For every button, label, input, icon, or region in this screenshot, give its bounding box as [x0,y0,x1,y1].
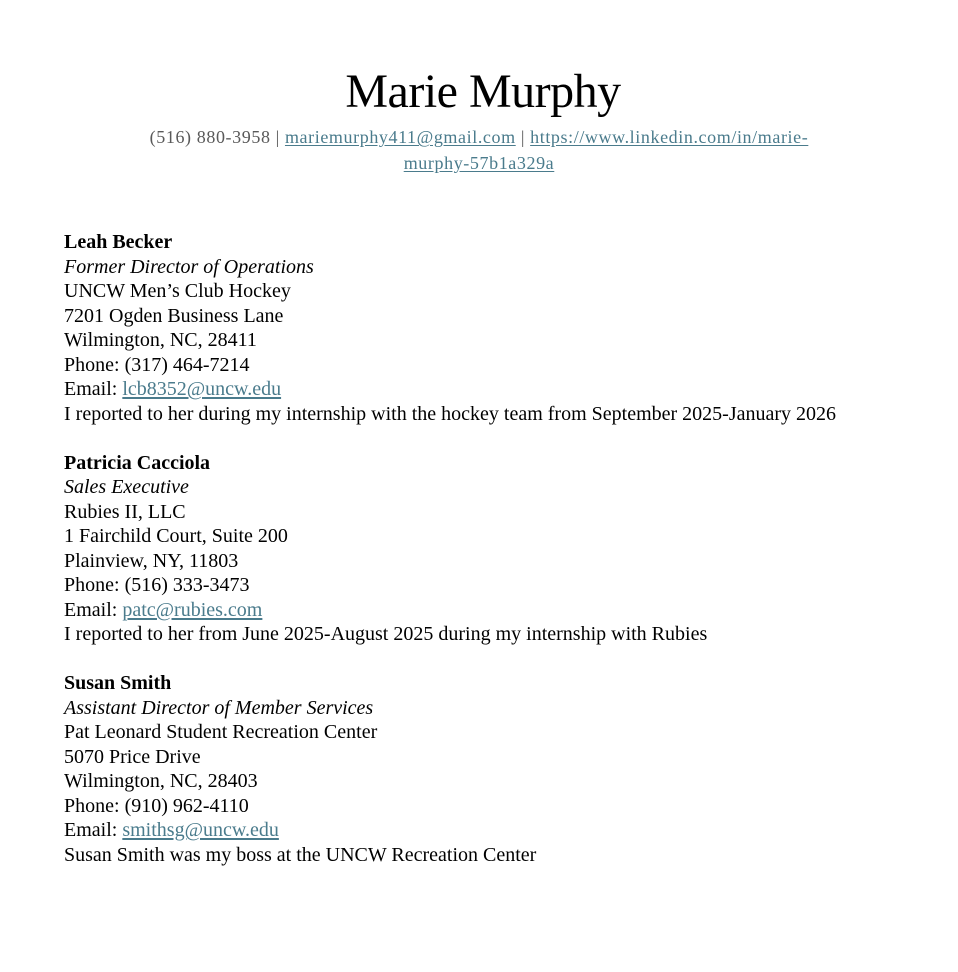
reference-note: Susan Smith was my boss at the UNCW Recreation Center [64,843,537,866]
reference-entry [64,230,924,426]
reference-organization: Pat Leonard Student Recreation Center [64,721,378,743]
reference-title: Former Director of Operations [64,255,314,278]
reference-organization: UNCW Men’s Club Hockey [64,280,291,302]
document-header [0,64,958,176]
references-list [64,230,924,892]
reference-email-link[interactable]: smithsg@uncw.edu [122,819,279,841]
contact-line [79,124,879,176]
reference-email-link[interactable]: patc@rubies.com [122,598,263,621]
reference-name: Leah Becker [64,231,173,253]
reference-city: Wilmington, NC, 28411 [64,329,257,351]
reference-phone-label: Phone: [64,574,125,596]
contact-separator: | [270,127,285,147]
reference-note: I reported to her from June 2025-August 2025 during my internship with Rubies [64,623,708,645]
reference-name: Susan Smith [64,672,172,694]
reference-city: Plainview, NY, 11803 [64,549,239,572]
reference-phone: (317) 464-7214 [124,353,250,376]
reference-phone: (910) 962-4110 [124,794,249,817]
reference-phone-line [64,794,924,819]
contact-email-link[interactable]: mariemurphy411@gmail.com [284,127,516,147]
reference-phone-line [64,353,924,378]
reference-address: 5070 Price Drive [64,745,201,768]
reference-email-label: Email: [64,378,123,400]
reference-entry [64,671,924,867]
reference-email-line [64,598,924,623]
contact-separator: | [515,127,531,147]
reference-city: Wilmington, NC, 28403 [64,770,258,792]
linkedin-link-part-2: murphy-57b1a329a [403,153,555,173]
reference-note: I reported to her during my internship with the hockey team from September 2025-January 2026 [64,402,837,425]
reference-email-label: Email: [64,819,123,841]
reference-entry [64,451,924,647]
linkedin-link-part-1: https://www.linkedin.com/in/marie- [530,127,809,147]
reference-phone-label: Phone: [64,353,125,376]
reference-title: Assistant Director of Member Services [64,696,374,719]
candidate-name: Marie Murphy [345,65,621,118]
reference-email-line [64,818,924,843]
contact-phone: (516) 880-3958 [149,127,271,147]
reference-email-link[interactable]: lcb8352@uncw.edu [122,378,282,400]
reference-email-line [64,377,924,402]
reference-phone-line [64,573,924,598]
reference-address: 1 Fairchild Court, Suite 200 [64,525,288,547]
reference-phone-label: Phone: [64,794,125,817]
reference-organization: Rubies II, LLC [64,500,186,523]
reference-name: Patricia Cacciola [64,451,211,474]
reference-phone: (516) 333-3473 [124,574,250,596]
reference-title: Sales Executive [64,476,189,498]
reference-email-label: Email: [64,598,123,621]
reference-address: 7201 Ogden Business Lane [64,304,284,327]
